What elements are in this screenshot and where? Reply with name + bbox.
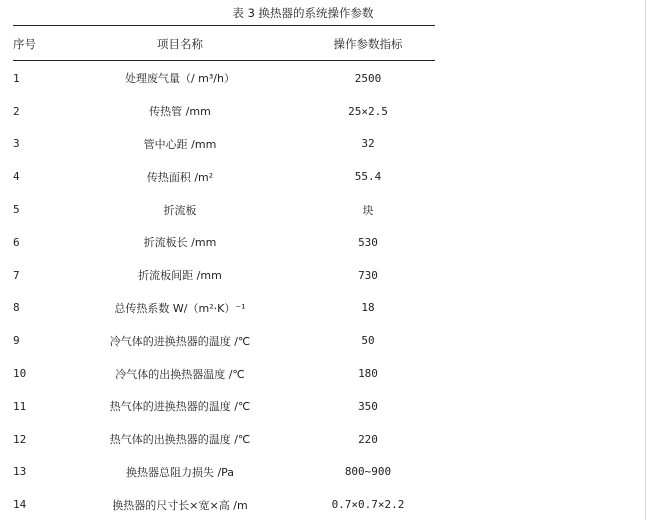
table-row: [13, 95, 435, 128]
header-value: 操作参数指标: [333, 37, 403, 51]
row-no: 2: [13, 104, 20, 118]
row-name: 折流板间距 /mm: [138, 269, 222, 283]
table-row: [13, 488, 435, 521]
row-name: 冷气体的进换热器的温度 /℃: [109, 334, 251, 348]
row-name: 热气体的进换热器的温度 /℃: [109, 400, 251, 414]
row-value: 32: [361, 137, 375, 151]
row-no: 3: [13, 137, 20, 151]
table-row: [13, 390, 435, 423]
table-row: [13, 456, 435, 489]
table-row: [13, 423, 435, 456]
row-no: 6: [13, 235, 20, 249]
header-no: 序号: [13, 37, 36, 51]
table-caption: 表 3 换热器的系统操作参数: [232, 6, 374, 20]
row-value: 800~900: [344, 465, 392, 479]
table-body: [13, 60, 435, 521]
row-value: 50: [361, 334, 375, 348]
row-value: 块: [362, 203, 374, 217]
row-no: 1: [13, 71, 20, 85]
table-row: [13, 292, 435, 325]
row-no: 7: [13, 268, 20, 282]
row-name: 换热器总阻力损失 /Pa: [125, 465, 235, 479]
row-no: 14: [13, 498, 27, 512]
table-header: [13, 28, 435, 60]
row-value: 55.4: [354, 170, 382, 184]
row-name: 传热面积 /m²: [146, 170, 214, 184]
operating-parameters-table: [13, 28, 435, 521]
row-no: 10: [13, 367, 27, 381]
row-name: 传热管 /mm: [149, 105, 211, 119]
row-no: 5: [13, 203, 20, 217]
row-name: 冷气体的出换热器温度 /℃: [115, 367, 245, 381]
row-value: 25×2.5: [348, 104, 388, 118]
row-no: 9: [13, 334, 20, 348]
row-name: 总传热系数 W/（m²·K）⁻¹: [114, 301, 246, 315]
row-name: 处理废气量（/ m³/h）: [124, 72, 235, 86]
row-no: 8: [13, 301, 20, 315]
table-row: [13, 226, 435, 259]
row-no: 11: [13, 399, 27, 413]
row-value: 220: [358, 432, 378, 446]
page-edge-line: [645, 0, 646, 520]
row-value: 350: [358, 399, 378, 413]
table-row: [13, 357, 435, 390]
table-row: [13, 160, 435, 193]
row-no: 12: [13, 432, 27, 446]
row-value: 2500: [354, 71, 382, 85]
row-value: 730: [358, 268, 378, 282]
header-name: 项目名称: [157, 37, 203, 51]
row-value: 180: [358, 367, 378, 381]
table-top-rule: [13, 25, 435, 26]
row-value: 0.7×0.7×2.2: [331, 498, 405, 512]
row-name: 换热器的尺寸长×宽×高 /m: [112, 498, 248, 512]
row-no: 13: [13, 465, 27, 479]
row-value: 530: [358, 235, 378, 249]
row-name: 折流板: [163, 203, 197, 217]
table-row: [13, 128, 435, 161]
table-row: [13, 193, 435, 226]
table-row: [13, 62, 435, 95]
table-row: [13, 324, 435, 357]
row-name: 折流板长 /mm: [143, 236, 217, 250]
row-value: 18: [361, 301, 375, 315]
row-name: 热气体的出换热器的温度 /℃: [109, 433, 251, 447]
header-row: [13, 28, 435, 60]
row-no: 4: [13, 170, 20, 184]
table-row: [13, 259, 435, 292]
row-name: 管中心距 /mm: [143, 137, 217, 151]
